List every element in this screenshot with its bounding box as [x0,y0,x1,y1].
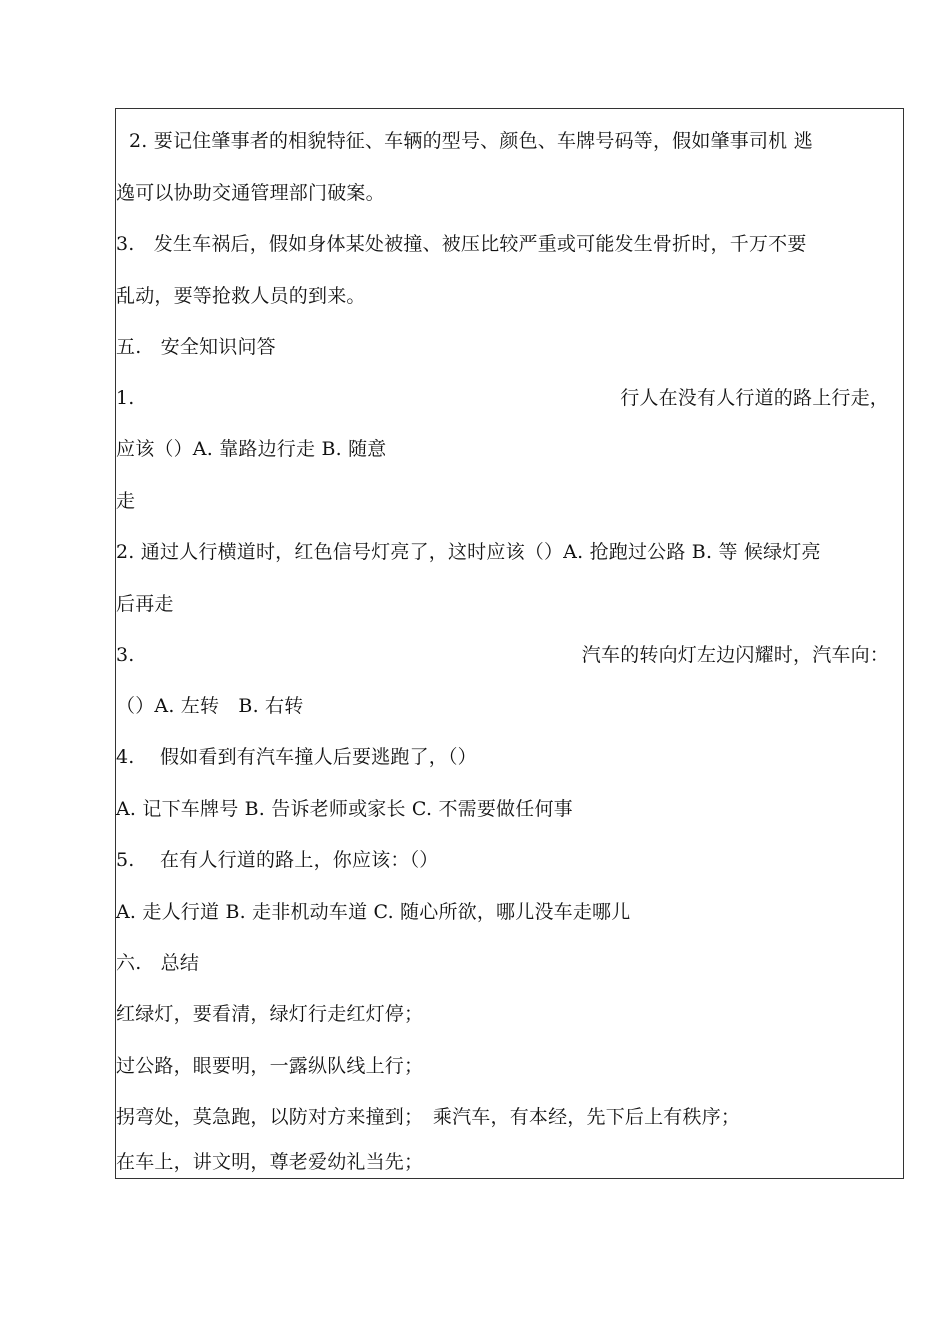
question-number: 1. [116,387,135,409]
question-line: 5. 在有人行道的路上，你应该：（） [116,849,439,871]
question-text: 汽车的转向灯左边闪耀时，汽车向： [581,644,889,666]
text-line: 逸可以协助交通管理部门破案。 [116,182,385,204]
question-line: 2. 通过人行横道时，红色信号灯亮了，这时应该（）A. 抢跑过公路 B. 等 候绿灯亮 [116,541,821,563]
text-line: 红绿灯，要看清，绿灯行走红灯停； [116,1003,424,1025]
question-line [116,385,889,411]
text-line: 拐弯处，莫急跑，以防对方来撞到； 乘汽车，有本经，先下后上有秩序； [116,1106,741,1128]
text-line: A. 记下车牌号 B. 告诉老师或家长 C. 不需要做任何事 [116,798,573,820]
question-line: 4. 假如看到有汽车撞人后要逃跑了，（） [116,746,477,768]
content-frame [115,108,904,1179]
section-heading: 五. 安全知识问答 [116,336,276,358]
text-line: 乱动，要等抢救人员的到来。 [116,285,366,307]
text-line: 走 [116,490,136,512]
question-line [116,642,889,668]
text-line: 3. 发生车祸后，假如身体某处被撞、被压比较严重或可能发生骨折时，千万不要 [116,233,807,255]
text-line: 过公路，眼要明，一露纵队线上行； [116,1055,424,1077]
section-heading: 六. 总结 [116,952,200,974]
text-line: 应该（）A. 靠路边行走 B. 随意 [116,438,387,460]
question-number: 3. [116,644,135,666]
question-text: 行人在没有人行道的路上行走， [620,387,889,409]
text-line: （）A. 左转 B. 右转 [116,695,304,717]
text-line: 后再走 [116,593,174,615]
text-line: 在车上，讲文明，尊老爱幼礼当先； [116,1151,424,1173]
text-line: A. 走人行道 B. 走非机动车道 C. 随心所欲，哪儿没车走哪儿 [116,901,631,923]
text-line: 2. 要记住肇事者的相貌特征、车辆的型号、颜色、车牌号码等，假如肇事司机 逃 [129,130,813,152]
